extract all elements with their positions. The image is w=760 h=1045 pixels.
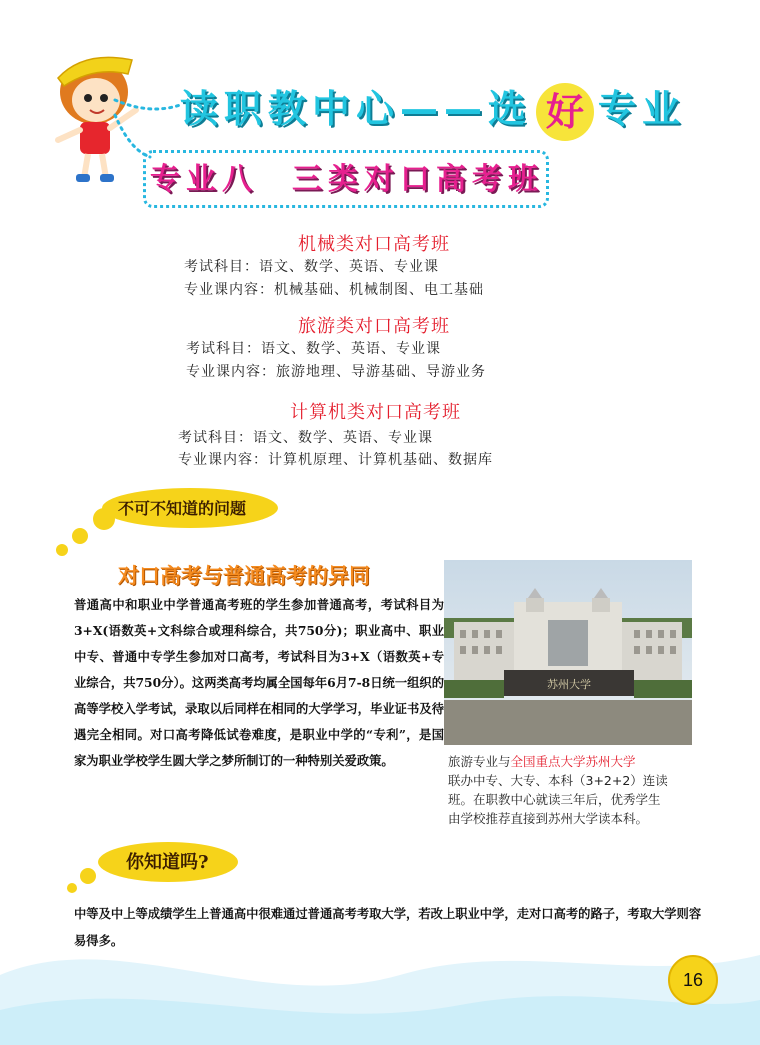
page-title [180,78,686,141]
title-part2: 专业 [598,87,687,131]
caption-line-4: 由学校推荐直接到苏州大学读本科。 [448,811,649,826]
course-title-tourism: 旅游类对口高考班 [298,316,450,337]
title-part1: 读职教中心——选 [180,87,533,131]
title-highlight: 好 [536,83,594,141]
caption-line-1-pre: 旅游专业与 [448,754,511,769]
course-content-computer: 专业课内容：计算机原理、计算机基础、数据库 [178,452,493,468]
caption-line-1-highlight: 全国重点大学苏州大学 [510,754,636,769]
caption-line-3: 班。在职教中心就读三年后，优秀学生 [448,792,661,807]
section-label: 不可不知道的问题 [118,499,247,518]
page-number: 16 [668,955,718,1005]
photo-sign-text: 苏州大学 [547,678,591,691]
course-subjects-computer: 考试科目：语文、数学、英语、专业课 [178,430,433,446]
subtitle-left: 专业八 [150,162,258,197]
body-paragraph: 普通高中和职业中学普通高考班的学生参加普通高考，考试科目为3+X(语数英+文科综合或理科综合，共750分)；职业高中、职业中专、普通中专学生参加对口高考，考试科目为3+X（语数英+专业综合，共750分）。这两类高考均属全国每年6月7-8日统一组织的高等学校入学考试，录取以后同样在相同的大学学习，毕业证书及待遇完全相同。对口高考降低试卷难度，是职业中学的“专利”，是国家为职业学校学生圆大学之梦所制订的一种特别关爱政策。 [74,597,445,768]
section-heading: 对口高考与普通高考的异同 [118,564,370,588]
course-content-tourism: 专业课内容：旅游地理、导游基础、导游业务 [186,364,486,380]
caption-line-1 [448,752,698,771]
course-subjects-tourism: 考试科目：语文、数学、英语、专业课 [186,341,441,357]
university-photo [444,560,692,745]
photo-caption [448,752,698,828]
subtitle [150,154,544,198]
course-title-computer: 计算机类对口高考班 [290,402,461,423]
caption-line-2: 联办中专、大专、本科（3+2+2）连读 [448,773,668,788]
course-content-mechanical: 专业课内容：机械基础、机械制图、电工基础 [184,282,484,298]
tip-label: 你知道吗? [126,852,209,873]
course-subjects-mechanical: 考试科目：语文、数学、英语、专业课 [184,259,439,275]
course-title-mechanical: 机械类对口高考班 [298,234,450,255]
subtitle-right: 三类对口高考班 [292,162,544,197]
tip-text: 中等及中上等成绩学生上普通高中很难通过普通高考考取大学，若改上职业中学，走对口高考的路子，考取大学则容易得多。 [74,906,702,948]
